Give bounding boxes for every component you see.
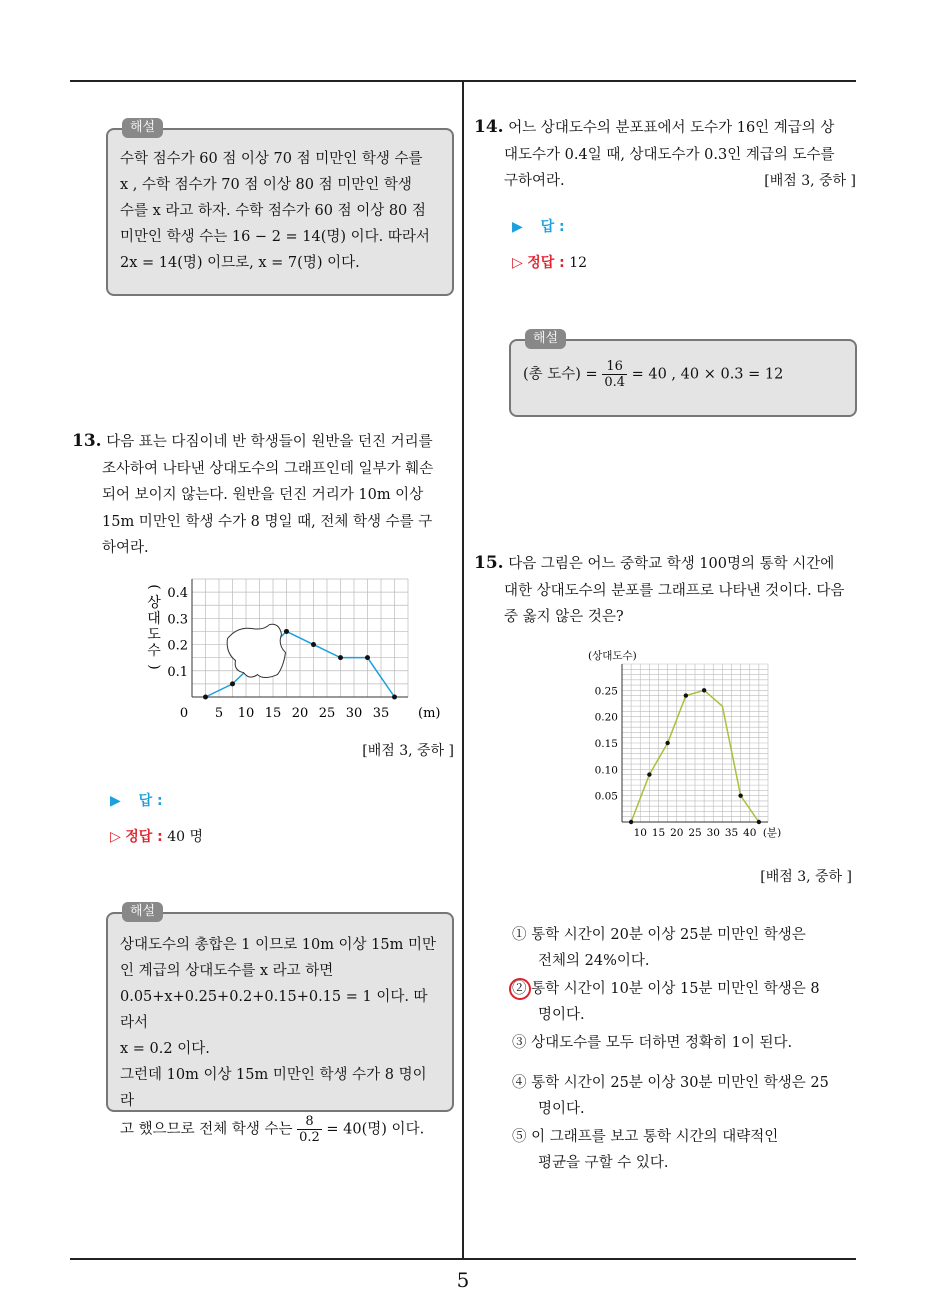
correct-value: 12: [569, 255, 588, 271]
correct-row-13: [110, 826, 203, 846]
x-tick-label: 35: [372, 706, 390, 721]
solution-line: x , 수학 점수가 70 점 이상 80 점 미만인 학생: [120, 177, 412, 193]
answer-triangle-icon: ▶: [110, 793, 121, 809]
question-line: 15m 미만인 학생 수가 8 명일 때, 전체 학생 수를 구: [102, 513, 433, 530]
correct-value: 40 명: [167, 829, 204, 845]
question-line: 대도수가 0.4일 때, 상대도수가 0.3인 계급의 도수를: [504, 146, 835, 163]
question-line: 다음 그림은 어느 중학교 학생 100명의 통학 시간에: [508, 556, 835, 572]
x-tick-label: 35: [724, 827, 739, 839]
data-point: [629, 820, 633, 824]
question-line: 어느 상대도수의 분포표에서 도수가 16인 계급의 상: [508, 120, 835, 136]
score-15: [배점 3, 중하 ]: [760, 869, 852, 885]
data-point: [757, 820, 761, 824]
y-axis-label-char: 상: [147, 595, 161, 611]
y-tick-label: 0.3: [167, 612, 188, 628]
answer-row-14[interactable]: [512, 216, 565, 236]
option-text: 통학 시간이 10분 이상 15분 미만인 학생은 8: [531, 981, 820, 997]
solution-text: = 40 , 40 × 0.3 = 12: [631, 366, 784, 383]
column-divider: [462, 82, 464, 1258]
data-point: [392, 695, 397, 700]
option-text: 명이다.: [538, 1007, 585, 1023]
fraction-numerator: 8: [297, 1114, 322, 1130]
y-axis-label-char: 수: [147, 643, 161, 659]
option-text: 상대도수를 모두 더하면 정확히 1이 된다.: [531, 1035, 793, 1051]
solution-tag: 해설: [122, 118, 163, 138]
y-tick-label: 0.1: [167, 664, 188, 680]
option-mark: ④: [512, 1075, 527, 1091]
solution-box-14: [509, 331, 857, 417]
y-axis-label-char: 도: [147, 627, 161, 643]
data-point: [365, 655, 370, 660]
y-tick-label: 0.05: [594, 790, 618, 803]
solution-line: 수를 x 라고 하자. 수학 점수가 60 점 이상 80 점: [120, 203, 426, 219]
x-tick-label: 15: [651, 827, 666, 839]
solution-line: 미만인 학생 수는 16 − 2 = 14(명) 이다. 따라서: [120, 229, 430, 245]
fraction-numerator: 16: [602, 359, 627, 375]
y-tick-label: 0.25: [594, 685, 618, 698]
option-3[interactable]: [512, 1030, 852, 1056]
option-text: 통학 시간이 25분 이상 30분 미만인 학생은 25: [531, 1075, 829, 1091]
data-point: [338, 655, 343, 660]
y-tick-label: 0.2: [167, 638, 188, 654]
correct-triangle-icon: ▷: [512, 255, 523, 271]
x-tick-label: 10: [633, 827, 647, 839]
option-mark: ②: [512, 981, 527, 997]
solution-line: 인 계급의 상대도수를 x 라고 하면: [120, 963, 334, 979]
question-line: 되어 보이지 않는다. 원반을 던진 거리가 10m 이상: [102, 487, 424, 503]
question-13: [72, 428, 458, 562]
solution-box-13: [106, 904, 454, 1145]
solution-line-fraction: [120, 1114, 440, 1145]
solution-text: (총 도수) =: [523, 366, 598, 383]
page-number: 5: [456, 1268, 470, 1292]
question-line: 구하여라.: [504, 173, 565, 189]
selected-answer-circle: [509, 978, 531, 1000]
x-tick-label: 25: [318, 706, 336, 721]
option-mark: ③: [512, 1035, 527, 1051]
solution-line: 수학 점수가 60 점 이상 70 점 미만인 학생 수를: [120, 151, 423, 167]
solution-text: 고 했으므로 전체 학생 수는: [120, 1121, 293, 1138]
data-point: [702, 688, 706, 692]
solution-tag: 해설: [525, 329, 566, 349]
question-line: 하여라.: [102, 540, 149, 556]
solution-line: 0.05+x+0.25+0.2+0.15+0.15 = 1 이다. 따라서: [120, 989, 428, 1031]
option-text: 명이다.: [538, 1101, 585, 1117]
option-text: 평균을 구할 수 있다.: [538, 1155, 669, 1171]
data-point: [203, 695, 208, 700]
option-mark: ①: [512, 927, 527, 943]
option-1[interactable]: [512, 922, 852, 974]
data-point: [684, 693, 688, 697]
y-axis-label: (상대도수): [588, 650, 637, 662]
data-point: [738, 793, 742, 797]
correct-triangle-icon: ▷: [110, 829, 121, 845]
x-axis-label: (m): [418, 706, 441, 721]
option-text: 통학 시간이 20분 이상 25분 미만인 학생은: [531, 927, 806, 943]
question-number: 15.: [474, 553, 504, 573]
x-tick-label: 15: [264, 706, 282, 721]
bottom-rule: [70, 1258, 856, 1260]
solution-line: 그런데 10m 이상 15m 미만인 학생 수가 8 명이라: [120, 1067, 427, 1109]
data-point: [284, 629, 289, 634]
question-number: 13.: [72, 431, 102, 451]
fraction-denominator: 0.2: [299, 1130, 320, 1145]
y-axis-label-char: (: [146, 584, 162, 590]
x-tick-label: 30: [706, 827, 720, 839]
chart-13-relative-frequency: [140, 574, 441, 724]
option-mark: ⑤: [512, 1129, 527, 1145]
solution-line: x = 0.2 이다.: [120, 1041, 210, 1057]
correct-label: 정답 :: [125, 829, 163, 845]
x-tick-label: 20: [670, 827, 684, 839]
score-14: [배점 3, 중하 ]: [764, 173, 856, 189]
correct-label: 정답 :: [527, 255, 565, 271]
question-15: [474, 550, 860, 631]
chart-15-commute-relative-frequency: [580, 646, 790, 846]
option-4[interactable]: [512, 1070, 852, 1122]
y-tick-label: 0.4: [167, 586, 188, 602]
y-tick-label: 0.20: [594, 711, 618, 724]
fraction: [602, 359, 627, 390]
solution-box-12: [106, 120, 454, 296]
y-axis-label-char: ): [146, 664, 162, 670]
option-text: 전체의 24%이다.: [538, 953, 650, 969]
question-line: 조사하여 나타낸 상대도수의 그래프인데 일부가 훼손: [102, 460, 434, 477]
data-point: [665, 741, 669, 745]
question-number: 14.: [474, 117, 504, 137]
y-tick-label: 0.15: [594, 738, 618, 750]
x-tick-label: 0: [179, 706, 189, 721]
solution-text: = 40(명) 이다.: [326, 1121, 425, 1138]
answer-row-13[interactable]: [110, 790, 163, 810]
x-tick-label: 20: [291, 706, 309, 721]
data-point: [647, 772, 651, 776]
x-tick-label: 40: [743, 827, 757, 839]
fraction: [297, 1114, 322, 1145]
answer-triangle-icon: ▶: [512, 219, 523, 235]
x-axis-label: (분): [762, 827, 782, 839]
solution-tag: 해설: [122, 902, 163, 922]
answer-label: 답 :: [138, 793, 163, 809]
correct-row-14: [512, 252, 587, 272]
data-point: [230, 681, 235, 686]
damaged-area: [227, 624, 285, 677]
option-2[interactable]: [512, 976, 852, 1028]
y-tick-label: 0.10: [594, 764, 618, 777]
score-13: [배점 3, 중하 ]: [362, 743, 454, 759]
x-tick-label: 25: [688, 827, 702, 839]
x-tick-label: 10: [237, 706, 255, 721]
x-tick-label: 30: [345, 706, 363, 721]
question-line: 대한 상대도수의 분포를 그래프로 나타낸 것이다. 다음: [504, 582, 845, 599]
question-line: 중 옳지 않은 것은?: [504, 609, 624, 625]
fraction-denominator: 0.4: [604, 375, 625, 390]
answer-label: 답 :: [540, 219, 565, 235]
data-point: [311, 642, 316, 647]
solution-line: 상대도수의 총합은 1 이므로 10m 이상 15m 미만: [120, 937, 436, 953]
option-5[interactable]: [512, 1124, 852, 1176]
question-line: 다음 표는 다짐이네 반 학생들이 원반을 던진 거리를: [106, 434, 433, 450]
option-text: 이 그래프를 보고 통학 시간의 대략적인: [531, 1129, 779, 1145]
y-axis-label-char: 대: [147, 611, 161, 627]
x-tick-label: 5: [214, 706, 224, 721]
solution-line: 2x = 14(명) 이므로, x = 7(명) 이다.: [120, 255, 360, 271]
